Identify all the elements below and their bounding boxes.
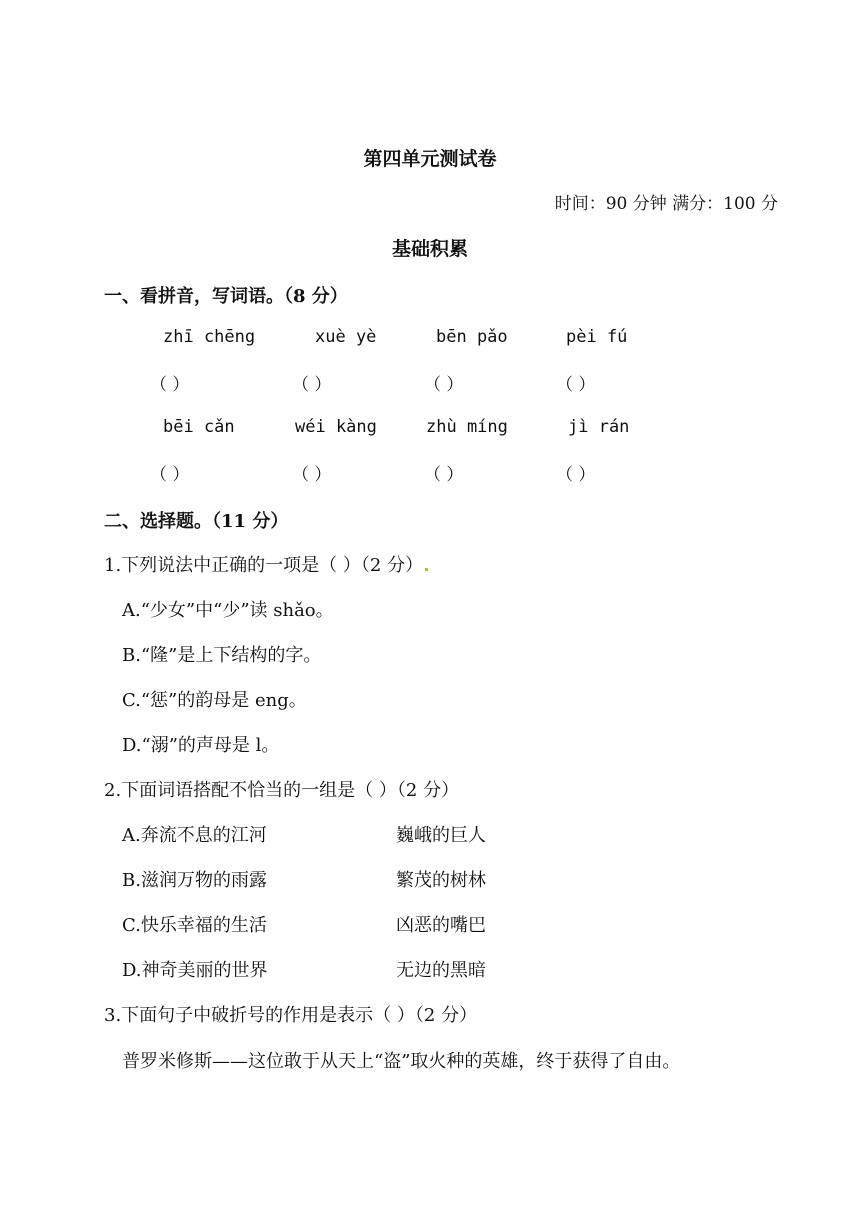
answer-blank[interactable]: （ ） [150,375,190,395]
question-stem-text: 1.下列说法中正确的一项是（ ）（2 分） [104,555,424,576]
exam-meta: 时间：90 分钟 满分：100 分 [554,194,778,214]
pinyin-item: bēi cǎn [163,417,235,437]
q2-heading: 二、选择题。（11 分） [104,511,289,532]
option-d-pair: 无边的黑暗 [396,960,486,981]
option-c-pair: 凶恶的嘴巴 [396,915,486,936]
option-d[interactable]: D.神奇美丽的世界 [122,960,268,981]
pinyin-item: wéi kàng [295,417,377,437]
stray-mark [425,568,428,571]
option-b[interactable]: B.滋润万物的雨露 [122,870,267,891]
answer-blank[interactable]: （ ） [292,465,332,485]
option-d[interactable]: D.“溺”的声母是 l。 [122,735,280,756]
answer-blank[interactable]: （ ） [150,465,190,485]
pinyin-item: zhī chēng [163,327,256,347]
section-heading: 基础积累 [391,238,468,260]
option-c[interactable]: C.快乐幸福的生活 [122,915,267,936]
answer-blank[interactable]: （ ） [292,375,332,395]
pinyin-item: pèi fú [566,327,628,347]
option-a-pair: 巍峨的巨人 [396,825,486,846]
option-c[interactable]: C.“惩”的韵母是 eng。 [122,690,307,711]
answer-blank[interactable]: （ ） [424,375,464,395]
question-stem-2: 2.下面词语搭配不恰当的一组是（ ）（2 分） [104,780,460,801]
page-title: 第四单元测试卷 [363,148,497,170]
pinyin-item: zhù míng [426,417,508,437]
pinyin-item: jì rán [568,417,630,437]
answer-blank[interactable]: （ ） [424,465,464,485]
q1-heading: 一、看拼音，写词语。（8 分） [104,286,348,307]
pinyin-item: xuè yè [315,327,377,347]
option-a[interactable]: A.奔流不息的江河 [122,825,267,846]
answer-blank[interactable]: （ ） [556,465,596,485]
option-b[interactable]: B.“隆”是上下结构的字。 [122,645,322,666]
example-sentence: 普罗米修斯——这位敢于从天上“盗”取火种的英雄，终于获得了自由。 [122,1051,681,1072]
option-a[interactable]: A.“少女”中“少”读 shǎo。 [122,600,334,621]
pinyin-item: bēn pǎo [436,327,508,347]
question-stem-3: 3.下面句子中破折号的作用是表示（ ）（2 分） [104,1005,478,1026]
question-stem-1 [104,551,428,577]
option-b-pair: 繁茂的树林 [396,870,486,891]
answer-blank[interactable]: （ ） [556,375,596,395]
